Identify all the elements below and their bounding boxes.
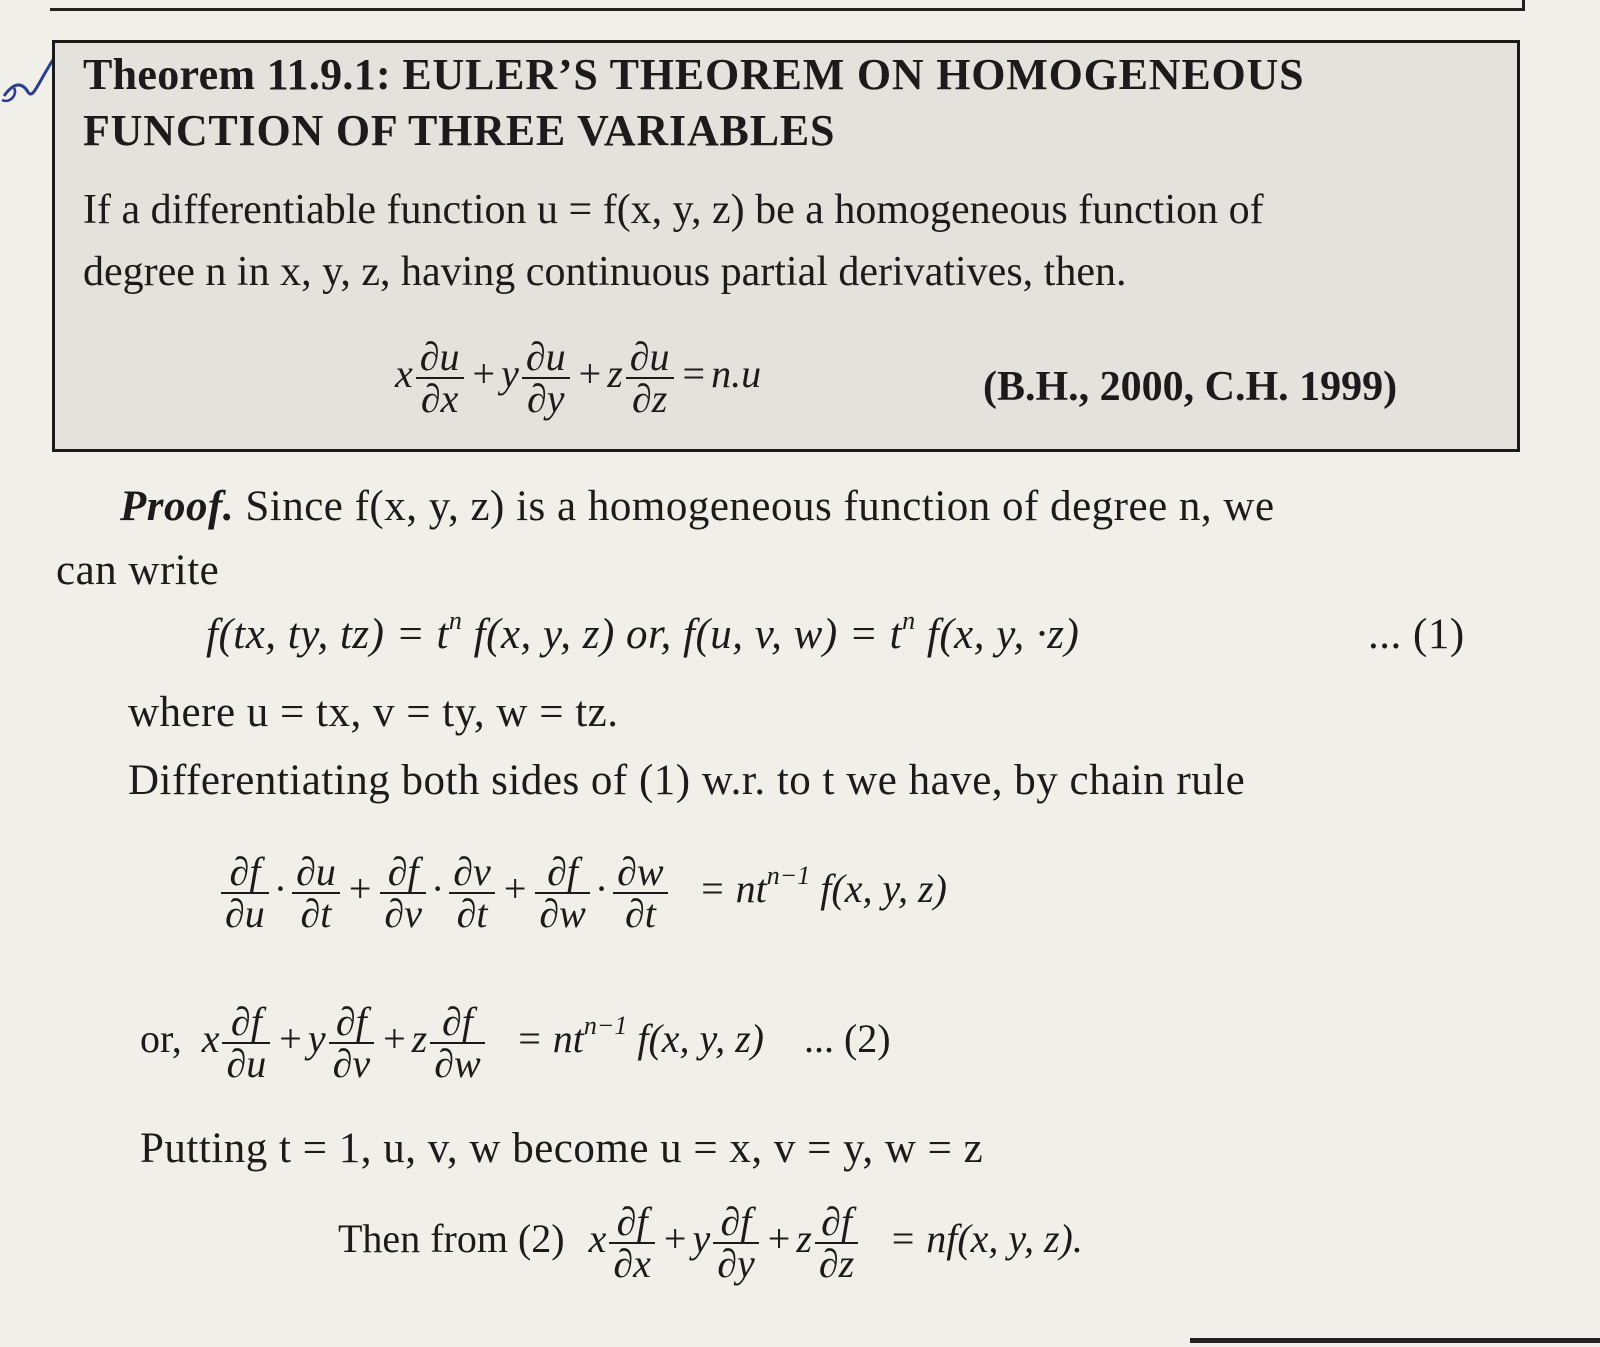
final-equation: Then from (2) x $\frac{\partial f}{\partial x}$ + y $\frac{\partial f}{\partial y}$ + z $\frac{\partial f}{\partial z}$ = nf(x, y, z). — [338, 1199, 1083, 1286]
putting-line: Putting t = 1, u, v, w become u = x, v = y, w = z — [140, 1125, 984, 1172]
eq-rhs: n.u — [711, 351, 762, 397]
fraction-df-du-2: $\frac{\partial f}{\partial u}$ — [222, 1002, 270, 1084]
proof-intro-line1 — [120, 482, 1275, 531]
eq-z: z — [607, 351, 623, 397]
fraction-du-dx: $\frac{\partial u}{\partial x}$ — [416, 337, 464, 419]
theorem-title-line1: EULER’S THEOREM ON HOMOGENEOUS — [402, 50, 1305, 99]
equation-1: f(tx, ty, $tz) = t^n$ f(x, y, z) or, f(u, v, $w) = t^n$ f(x, y, ·z) — [206, 605, 1080, 658]
fraction-df-dz: $\frac{\partial f}{\partial z}$ — [815, 1202, 858, 1284]
top-border-line — [50, 0, 1525, 11]
fraction-dv-dt: $\frac{\partial v}{\partial t}$ — [449, 852, 495, 934]
final-lead: Then from (2) — [338, 1216, 565, 1262]
equation-2: or, x $\frac{\partial f}{\partial u}$ + y $\frac{\partial f}{\partial v}$ + z $\frac{\partial f}{\partial w}$ = $nt^{n-1}$ f(x, y, z) ... (2) — [140, 999, 891, 1086]
fraction-df-du: $\frac{\partial f}{\partial u}$ — [221, 852, 269, 934]
equation-2-tag: ... (2) — [803, 1016, 891, 1062]
theorem-label: Theorem 11.9.1: — [83, 50, 391, 99]
fraction-df-dw: $\frac{\partial f}{\partial w}$ — [535, 852, 589, 934]
chain-rule-equation: $\frac{\partial f}{\partial u}$ · $\frac{\partial u}{\partial t}$ + $\frac{\partial f}{\partial v}$ · $\frac{\partial v}{\partial t}$ + $\frac{\partial f}{\partial w}$ · $\frac{\partial w}{\partial t}$ = $nt^{n-1}$ f(x, y, z) — [218, 852, 947, 934]
fraction-df-dw-2: $\frac{\partial f}{\partial w}$ — [430, 1002, 484, 1084]
fraction-df-dv-2: $\frac{\partial f}{\partial v}$ — [329, 1002, 375, 1084]
eq-equals: = — [682, 351, 706, 397]
proof-intro-text: Since f(x, y, z) is a homogeneous function of degree n, we — [245, 483, 1275, 530]
theorem-title-line2: FUNCTION OF THREE VARIABLES — [83, 106, 836, 155]
fraction-du-dy: $\frac{\partial u}{\partial y}$ — [522, 337, 570, 419]
equation-1-tag: ... (1) — [1368, 611, 1465, 658]
fraction-df-dv: $\frac{\partial f}{\partial v}$ — [380, 852, 426, 934]
fraction-du-dz: $\frac{\partial u}{\partial z}$ — [626, 337, 674, 419]
eq-plus: + — [578, 351, 602, 397]
differentiating-line: Differentiating both sides of (1) w.r. to t we have, by chain rule — [128, 757, 1246, 804]
fraction-df-dx: $\frac{\partial f}{\partial x}$ — [609, 1202, 655, 1284]
theorem-box — [52, 40, 1520, 452]
eq-y: y — [501, 351, 519, 397]
fraction-du-dt: $\frac{\partial u}{\partial t}$ — [292, 852, 340, 934]
where-line: where u = tx, v = ty, w = tz. — [128, 689, 619, 736]
fraction-df-dy: $\frac{\partial f}{\partial y}$ — [713, 1202, 759, 1284]
fraction-dw-dt: $\frac{\partial w}{\partial t}$ — [613, 852, 667, 934]
eq-x: x — [395, 351, 413, 397]
theorem-heading — [83, 47, 1503, 159]
euler-equation — [395, 334, 762, 421]
theorem-statement — [83, 179, 1503, 303]
statement-line-1: If a differentiable function u = f(x, y, z) be a homogeneous function of — [83, 187, 1264, 233]
proof-label: Proof. — [120, 483, 235, 530]
eq-plus: + — [472, 351, 496, 397]
statement-line-2: degree n in x, y, z, having continuous partial derivatives, then. — [83, 249, 1127, 295]
bottom-border-line — [1190, 1338, 1600, 1343]
exam-reference: (B.H., 2000, C.H. 1999) — [983, 364, 1398, 410]
proof-intro-line2: can write — [56, 547, 220, 594]
